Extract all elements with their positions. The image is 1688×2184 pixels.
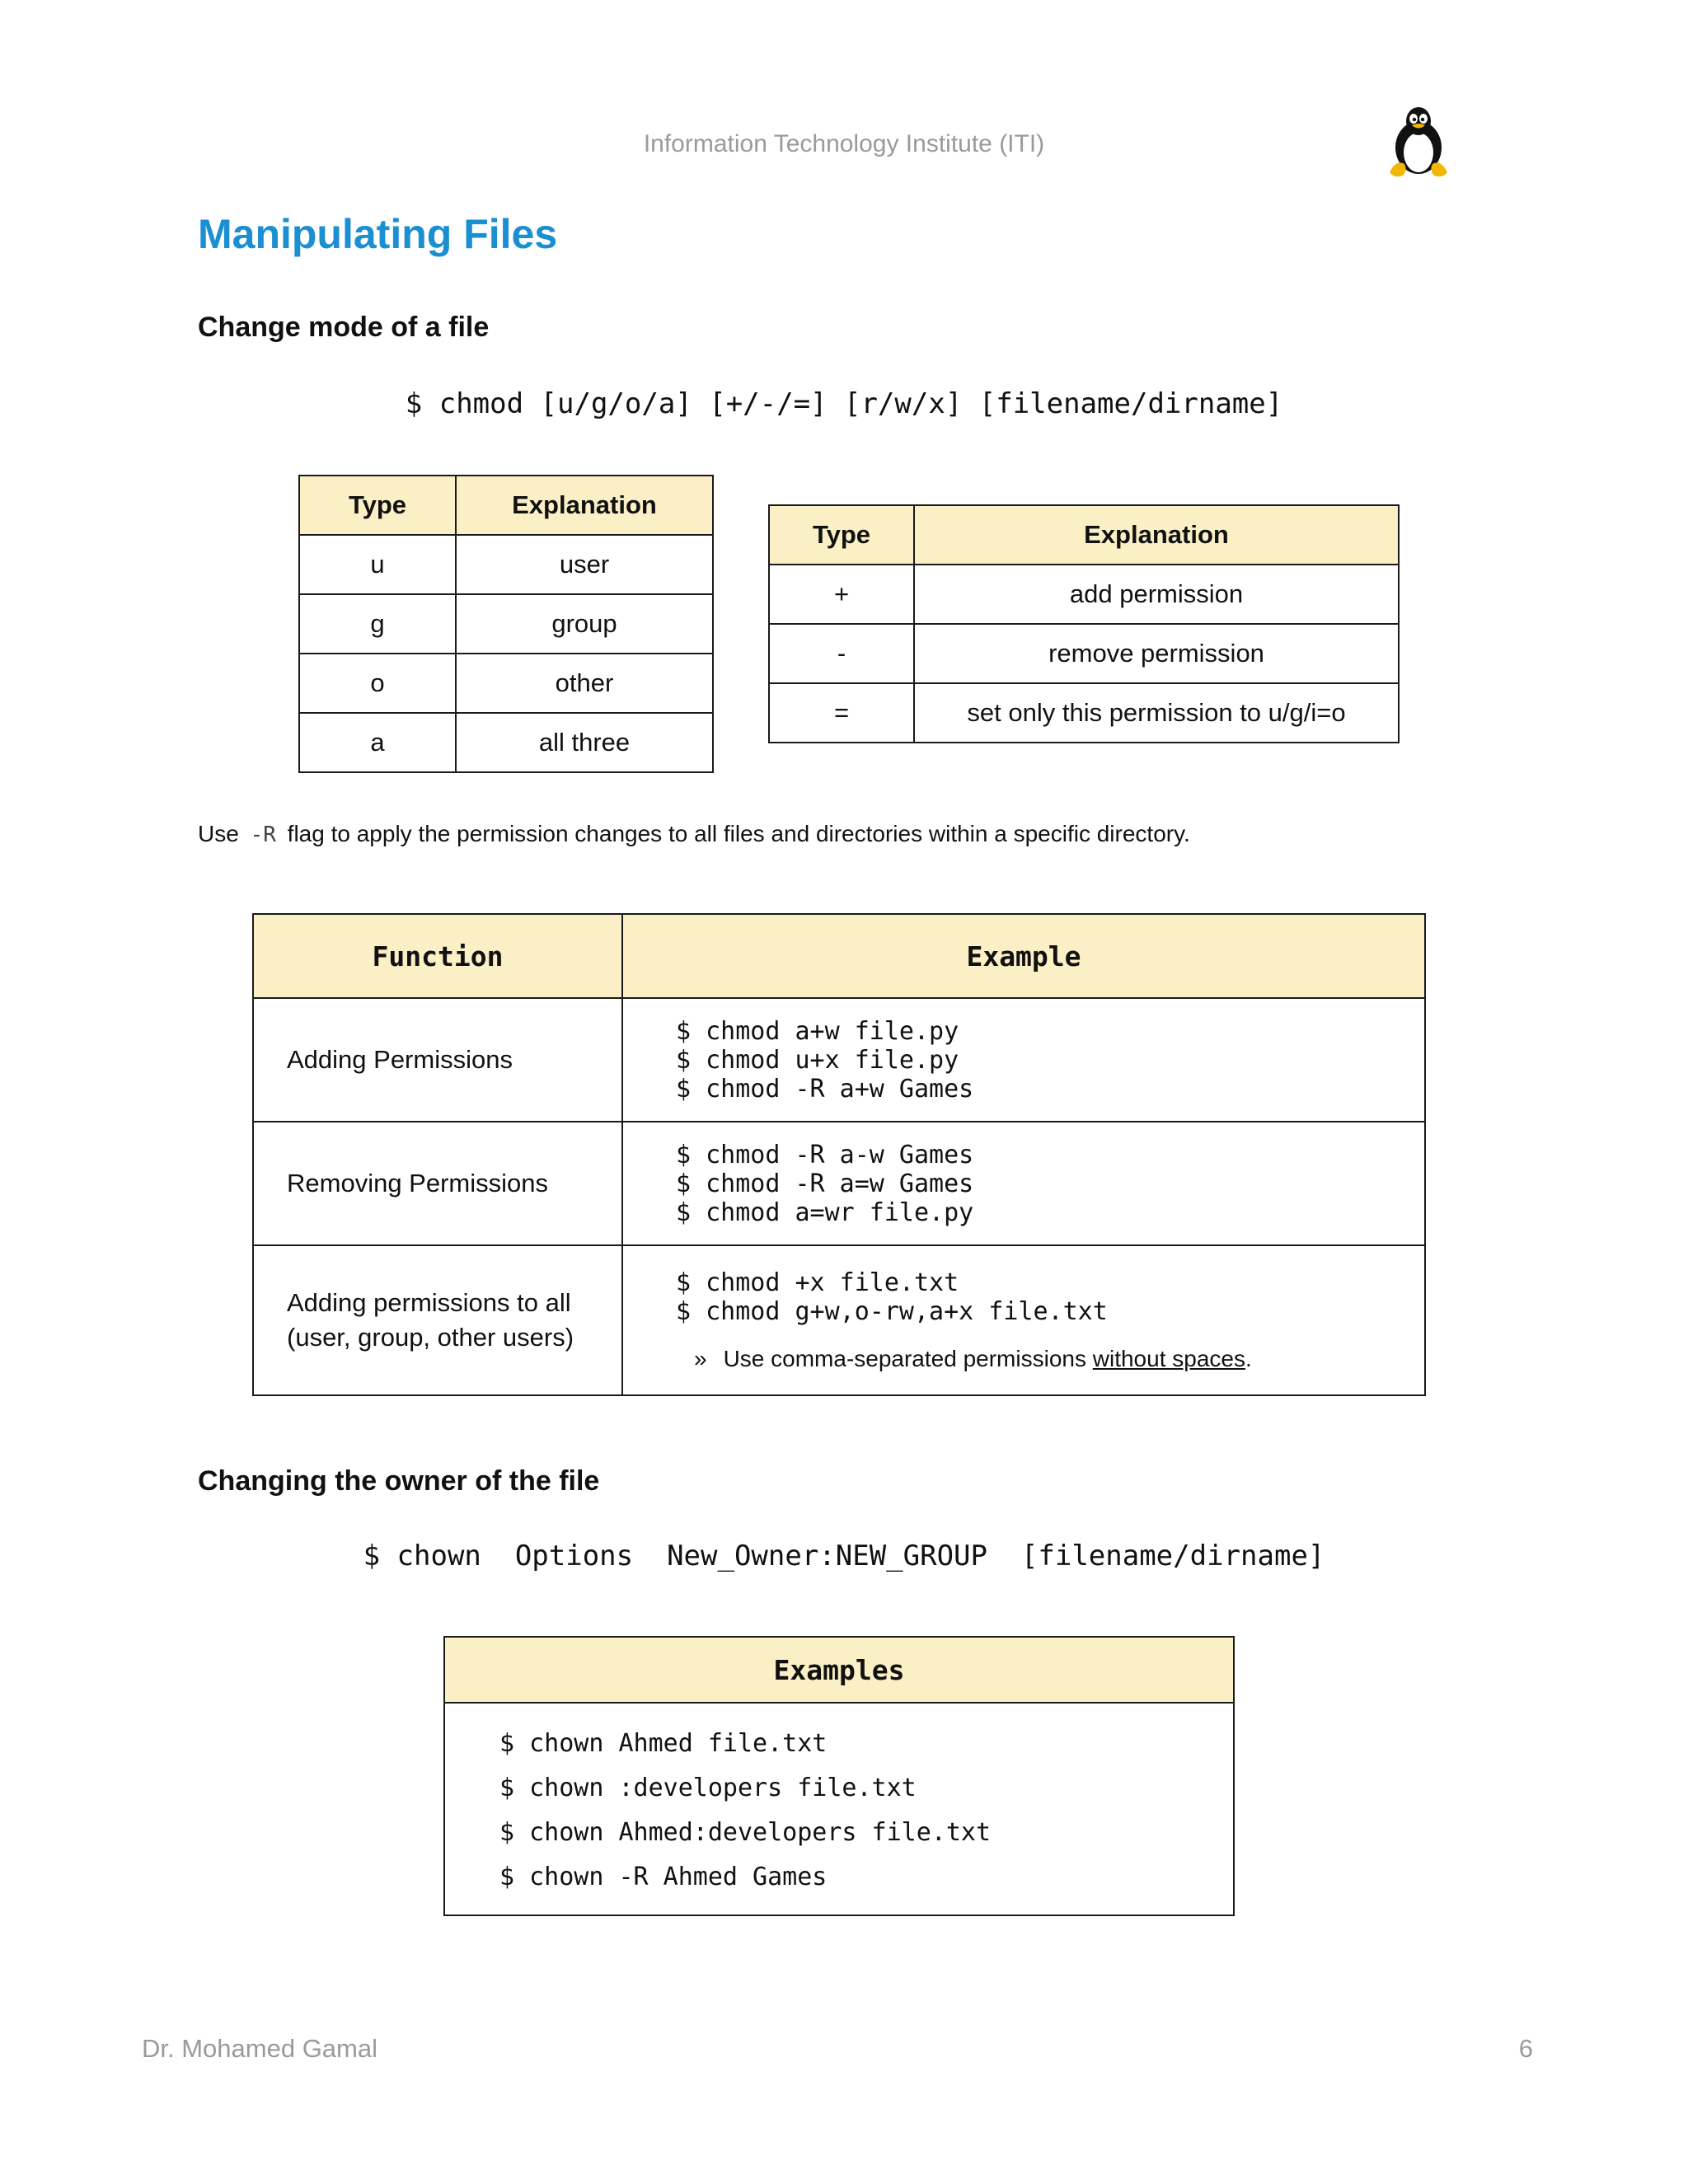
code-line: $ chmod g+w,o-rw,a+x file.txt — [676, 1296, 1108, 1326]
footer-author: Dr. Mohamed Gamal — [142, 2034, 377, 2063]
table-row — [299, 713, 713, 772]
recursive-flag: -R — [250, 823, 276, 847]
operator-cell: + — [769, 565, 914, 624]
explanation-cell: add permission — [914, 565, 1399, 624]
table-row — [299, 594, 713, 654]
code-line: $ chmod a+w file.py — [676, 1016, 959, 1046]
type-cell: u — [299, 535, 456, 594]
code-line: $ chmod +x file.txt — [676, 1268, 959, 1297]
table-row — [253, 1245, 1425, 1395]
table-header-type: Type — [769, 505, 914, 565]
explanation-cell: user — [456, 535, 713, 594]
note-suffix: flag to apply the permission changes to all files and directories within a specific directory. — [287, 821, 1190, 846]
bullet-mark: » — [694, 1345, 707, 1371]
explanation-cell: remove permission — [914, 624, 1399, 683]
example-cell — [622, 998, 1425, 1122]
chmod-functions-table — [252, 913, 1426, 1396]
examples-cell — [444, 1703, 1234, 1915]
code-line: $ chown :developers file.txt — [499, 1774, 917, 1802]
function-cell: Adding permissions to all (user, group, other users) — [253, 1245, 622, 1395]
note-prefix: Use — [198, 821, 239, 846]
table-row — [769, 683, 1399, 743]
code-line: $ chmod u+x file.py — [676, 1045, 959, 1075]
code-line: $ chmod a=wr file.py — [676, 1197, 974, 1227]
table-row — [769, 624, 1399, 683]
chown-examples-table — [443, 1636, 1235, 1916]
function-cell: Removing Permissions — [253, 1122, 622, 1245]
table-header-explanation: Explanation — [914, 505, 1399, 565]
type-cell: o — [299, 654, 456, 713]
table-header-example: Example — [622, 914, 1425, 998]
table-row — [253, 1122, 1425, 1245]
table-row — [299, 535, 713, 594]
header-institute: Information Technology Institute (ITI) — [643, 130, 1045, 157]
function-cell: Adding Permissions — [253, 998, 622, 1122]
bullet-note — [676, 1344, 1372, 1373]
tux-penguin-icon — [1385, 103, 1452, 179]
code-line: $ chown Ahmed:developers file.txt — [499, 1818, 992, 1847]
code-line: $ chmod -R a+w Games — [676, 1074, 974, 1104]
explanation-cell: set only this permission to u/g/i=o — [914, 683, 1399, 743]
permission-operators-table — [768, 504, 1400, 743]
code-line: $ chown -R Ahmed Games — [499, 1863, 828, 1891]
code-line: $ chmod -R a-w Games — [676, 1140, 974, 1169]
operator-cell: - — [769, 624, 914, 683]
example-cell — [622, 1245, 1425, 1395]
chmod-syntax: $ chmod [u/g/o/a] [+/-/=] [r/w/x] [filename/dirname] — [405, 387, 1283, 420]
table-row — [444, 1703, 1234, 1915]
page-title: Manipulating Files — [198, 211, 558, 257]
explanation-cell: group — [456, 594, 713, 654]
note-text: Use comma-separated permissions — [723, 1345, 1086, 1371]
table-header-function: Function — [253, 914, 622, 998]
note-underlined-text: without spaces — [1092, 1345, 1245, 1371]
explanation-cell: all three — [456, 713, 713, 772]
permission-types-table — [298, 475, 714, 773]
explanation-cell: other — [456, 654, 713, 713]
type-cell: g — [299, 594, 456, 654]
table-row — [769, 565, 1399, 624]
page-number: 6 — [1518, 2034, 1533, 2063]
recursive-flag-note — [198, 821, 1190, 847]
table-header-explanation: Explanation — [456, 476, 713, 535]
table-row — [299, 654, 713, 713]
operator-cell: = — [769, 683, 914, 743]
table-row — [253, 998, 1425, 1122]
table-header-type: Type — [299, 476, 456, 535]
table-header-examples: Examples — [444, 1637, 1234, 1703]
chown-section-heading: Changing the owner of the file — [198, 1465, 600, 1497]
code-line: $ chown Ahmed file.txt — [499, 1729, 828, 1758]
code-line: $ chmod -R a=w Games — [676, 1169, 974, 1198]
note-end: . — [1245, 1345, 1252, 1371]
example-cell — [622, 1122, 1425, 1245]
chown-syntax: $ chown Options New_Owner:NEW_GROUP [filename/dirname] — [363, 1540, 1325, 1572]
chmod-section-heading: Change mode of a file — [198, 312, 490, 343]
type-cell: a — [299, 713, 456, 772]
